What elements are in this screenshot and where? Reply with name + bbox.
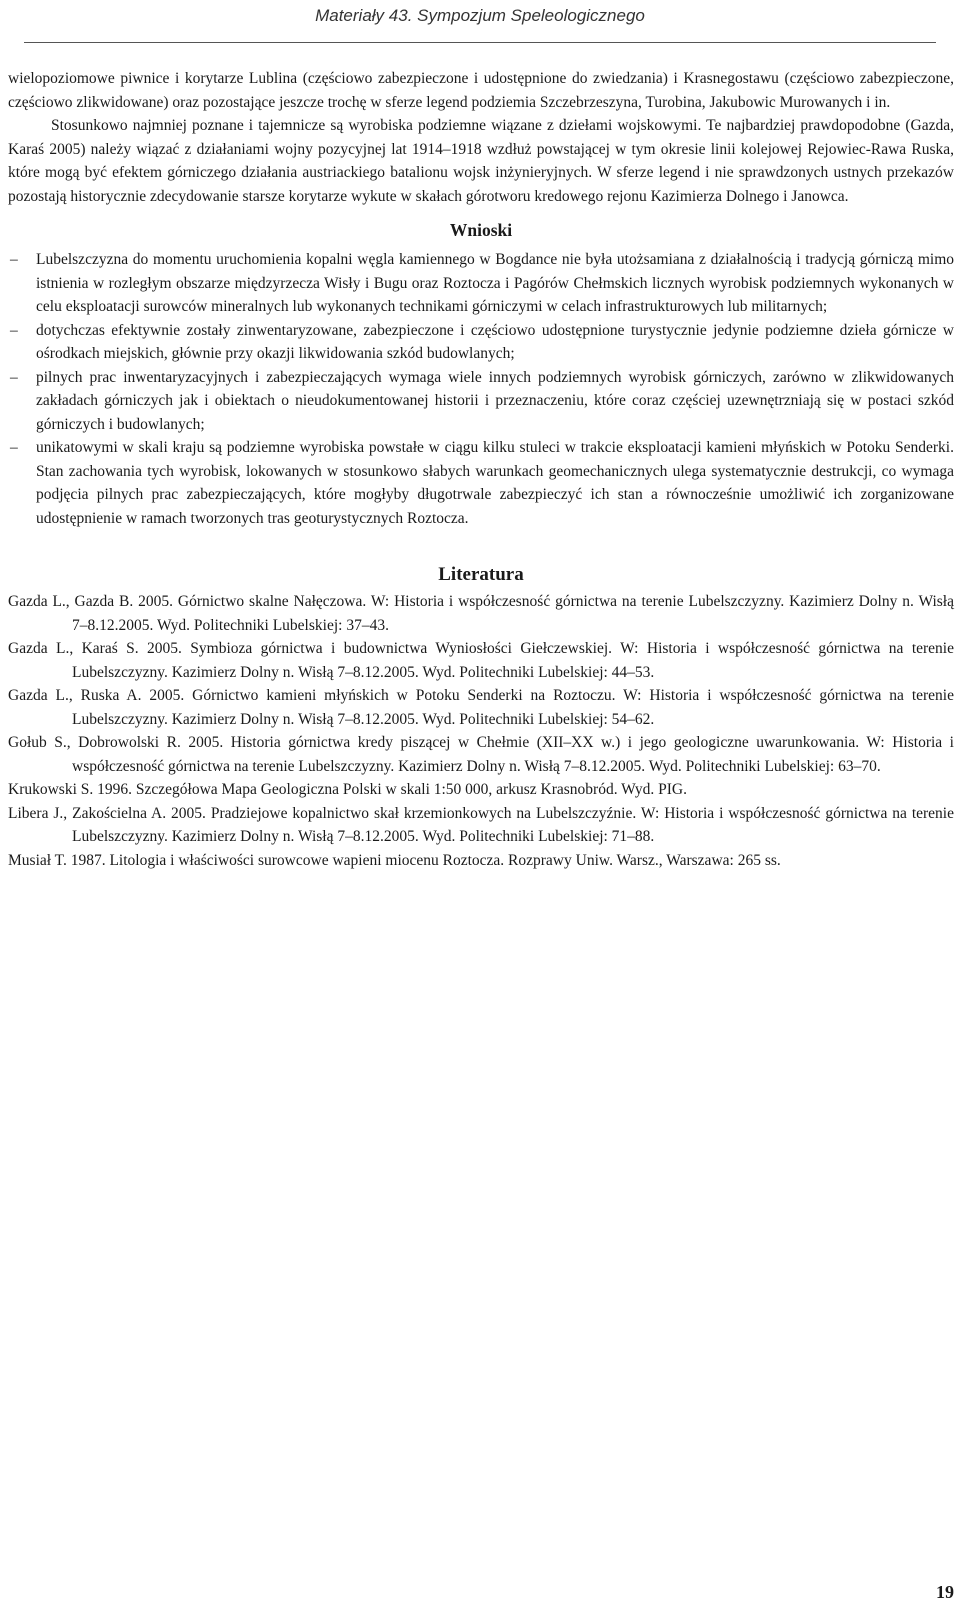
reference-list [8, 590, 954, 872]
reference-entry: Gołub S., Dobrowolski R. 2005. Historia górnictwa kredy piszącej w Chełmie (XII–XX w.) i jego geologiczne uwarunkowania. W: Historia i współczesność górnictwa na terenie Lubelszczyzny. Kazimierz Dolny n. Wisłą 7–8.12.2005. Wyd. Politechniki Lubelskiej: 63–70. [8, 734, 954, 775]
running-header: Materiały 43. Sympozjum Speleologicznego [315, 6, 645, 25]
literature-heading: Literatura [438, 564, 524, 585]
page-number: 19 [936, 1582, 954, 1602]
reference-entry: Gazda L., Gazda B. 2005. Górnictwo skalne Nałęczowa. W: Historia i współczesność górnictwa na terenie Lubelszczyzny. Kazimierz Dolny n. Wisłą 7–8.12.2005. Wyd. Politechniki Lubelskiej: 37–43. [8, 593, 954, 634]
reference-entry: Libera J., Zakościelna A. 2005. Pradziejowe kopalnictwo skał krzemionkowych na Lubelszczyźnie. W: Historia i współczesność górnictwa na terenie Lubelszczyzny. Kazimierz Dolny n. Wisłą 7–8.12.2005. Wyd. Politechniki Lubelskiej: 71–88. [8, 804, 954, 845]
conclusion-item: – Lubelszczyzna do momentu uruchomienia kopalni węgla kamiennego w Bogdance nie była utożsamiana z działalnością i tradycją górniczą mimo istnienia w rozległym obszarze międzyrzecza Wisły i Bugu oraz Roztocza i Pagórów Chełmskich licznych wyrobisk podziemnych wykonanych w celu eksploatacji surowców mineralnych lub wykonanych technikami górniczymi w celach infrastrukturowych lub militarnych; [8, 248, 954, 319]
header-rule [24, 42, 936, 43]
conclusion-item: – dotychczas efektywnie zostały zinwentaryzowane, zabezpieczone i częściowo udostępnione turystycznie jedynie podziemne dzieła górnicze w ośrodkach miejskich, głównie przy okazji likwidowania szkód budowlanych; [8, 319, 954, 366]
conclusion-item: – unikatowymi w skali kraju są podziemne wyrobiska powstałe w ciągu kilku stuleci w trakcie eksploatacji kamieni młyńskich w Potoku Senderki. Stan zachowania tych wyrobisk, lokowanych w stosunkowo słabych warunkach geomechanicznych ulega systematycznie destrukcji, co wymaga podjęcia pilnych prac zabezpieczających, które mogłyby długotrwale zabezpieczyć ich stan a równocześnie umożliwić ich zorganizowane udostępnienie w ramach tworzonych tras geoturystycznych Roztocza. [8, 436, 954, 530]
page-content [8, 67, 954, 872]
body-paragraph: wielopoziomowe piwnice i korytarze Lublina (częściowo zabezpieczone i udostępnione do zwiedzania) i Krasnegostawu (częściowo zabezpieczone, częściowo zlikwidowane) oraz pozostające jeszcze trochę w sferze legend podziemia Szczebrzeszyna, Turobina, Jakubowic Murowanych i in. [8, 70, 954, 111]
conclusions-heading: Wnioski [449, 220, 513, 240]
conclusion-item: – pilnych prac inwentaryzacyjnych i zabezpieczających wymaga wiele innych podziemnych wyrobisk górniczych, zarówno w zlikwidowanych zakładach górniczych jak i obiektach o nieudokumentowanej historii i przeznaczeniu, które coraz częściej uzewnętrzniają się w postaci szkód górniczych i budowlanych; [8, 366, 954, 437]
body-paragraph: Stosunkowo najmniej poznane i tajemnicze są wyrobiska podziemne wiązane z dziełami wojskowymi. Te najbardziej prawdopodobne (Gazda, Karaś 2005) należy wiązać z działaniami wojny pozycyjnej lat 1914–1918 wzdłuż powstającej w tym okresie linii kolejowej Rejowiec-Rawa Ruska, które mogą być efektem górniczego działania austriackiego batalionu wojsk inżynieryjnych. W sferze legend i nie sprawdzonych ustnych przekazów pozostają historycznie zdecydowanie starsze korytarze wykute w skałach górotworu kredowego rejonu Kazimierza Dolnego i Janowca. [8, 117, 954, 205]
reference-entry: Krukowski S. 1996. Szczegółowa Mapa Geologiczna Polski w skali 1:50 000, arkusz Krasnobród. Wyd. PIG. [8, 781, 687, 798]
reference-entry: Gazda L., Karaś S. 2005. Symbioza górnictwa i budownictwa Wyniosłości Giełczewskiej. W: Historia i współczesność górnictwa na terenie Lubelszczyzny. Kazimierz Dolny n. Wisłą 7–8.12.2005. Wyd. Politechniki Lubelskiej: 44–53. [8, 640, 954, 681]
conclusions-list [8, 248, 954, 530]
reference-entry: Musiał T. 1987. Litologia i właściwości surowcowe wapieni miocenu Roztocza. Rozprawy Uniw. Warsz., Warszawa: 265 ss. [8, 851, 781, 869]
reference-entry: Gazda L., Ruska A. 2005. Górnictwo kamieni młyńskich w Potoku Senderki na Roztoczu. W: Historia i współczesność górnictwa na terenie Lubelszczyzny. Kazimierz Dolny n. Wisłą 7–8.12.2005. Wyd. Politechniki Lubelskiej: 54–62. [8, 687, 954, 728]
